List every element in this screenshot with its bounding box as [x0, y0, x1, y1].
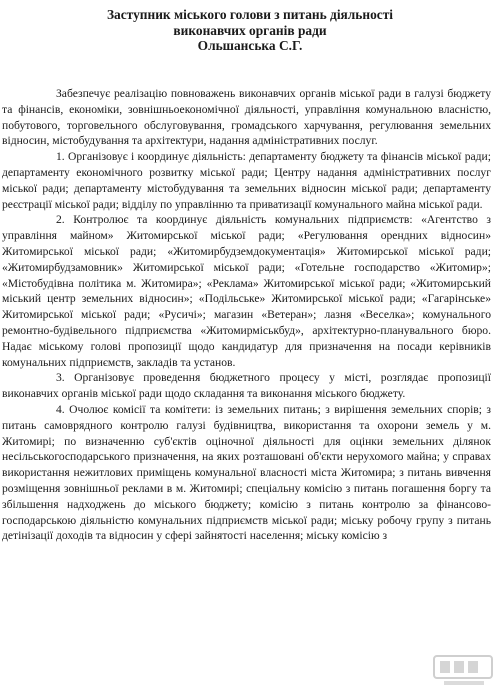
document-body — [2, 86, 491, 544]
paragraph-4: 4. Очолює комісії та комітети: із земельних питань; з вирішення земельних спорів; з питань самоврядного контролю галузі будівництва, використання та охорони земель у м. Житомирі; по визначенню суб'єктів оціночної діяльності для оцінки земельних ділянок несільськогосподарського призначення, на яких розташовані об'єкти нерухомого майна; у справах використання нежитлових приміщень комунальної власності міста Житомира; з питань вивчення розміщення зовнішньої реклами в м. Житомирі; спеціальну комісію з питань погашення боргу та збільшення надходжень до міського бюджету; комісію з питань контролю за фінансово-господарською діяльністю комунальних підприємств міської ради; міську робочу групу з питань детінізації доходів та відносин у сфері зайнятості населення; міську комісію з — [2, 402, 491, 543]
site-watermark-logo — [432, 650, 494, 690]
document-header — [0, 7, 500, 54]
paragraph-3: 3. Організовує проведення бюджетного процесу у місті, розглядає пропозиції виконавчих органів міської ради щодо складання та виконання міського бюджету. — [2, 371, 491, 401]
header-name: Ольшанська С.Г. — [197, 38, 303, 53]
paragraph-1: 1. Організовує і координує діяльність: департаменту бюджету та фінансів міської ради; департаменту економічного розвитку міської ради; Центру надання адміністративних послуг міської ради; департаменту містобудування та земельних відносин міської ради; департаменту реєстрації міської ради; відділу по управлінню та приватизації комунального майна міської ради. — [2, 150, 491, 211]
paragraph-2: 2. Контролює та координує діяльність комунальних підприємств: «Агентство з управління майном» Житомирської міської ради; «Регулювання орендних відносин» Житомирської міської ради; «Житомирбудземдокументація» Житомирської міської ради; «Житомирбудзамовник» Житомирської міської ради; «Готельне господарство «Житомир»; «Містобудівна політика м. Житомира»; «Реклама» Житомирської міської ради; «Житомирський міський центр земельних відносин»; «Подільське» Житомирської міської ради; «Гагарінське» Житомирської міської ради; «Русичі»; магазин «Ветеран»; лазня «Веселка»; комунального ремонтно-будівельного підприємства «Житомирміськбуд», архітектурно-планувального бюро. Надає міському голові пропозиції щодо кандидатур для призначення на посади керівників комунальних підприємств, закладів та установ. — [2, 213, 491, 369]
intro-paragraph: Забезпечує реалізацію повноважень виконавчих органів міської ради в галузі бюджету та фінансів, економіки, зовнішньоекономічної діяльності, управління комунальною власністю, побутового, торговельного обслуговування, громадського харчування, регулювання земельних відносин, містобудування та архітектури, надання адміністративних послуг. — [2, 87, 491, 148]
header-title-line-2: виконавчих органів ради — [173, 22, 327, 38]
header-title-line-1: Заступник міського голови з питань діяльності — [106, 7, 394, 22]
